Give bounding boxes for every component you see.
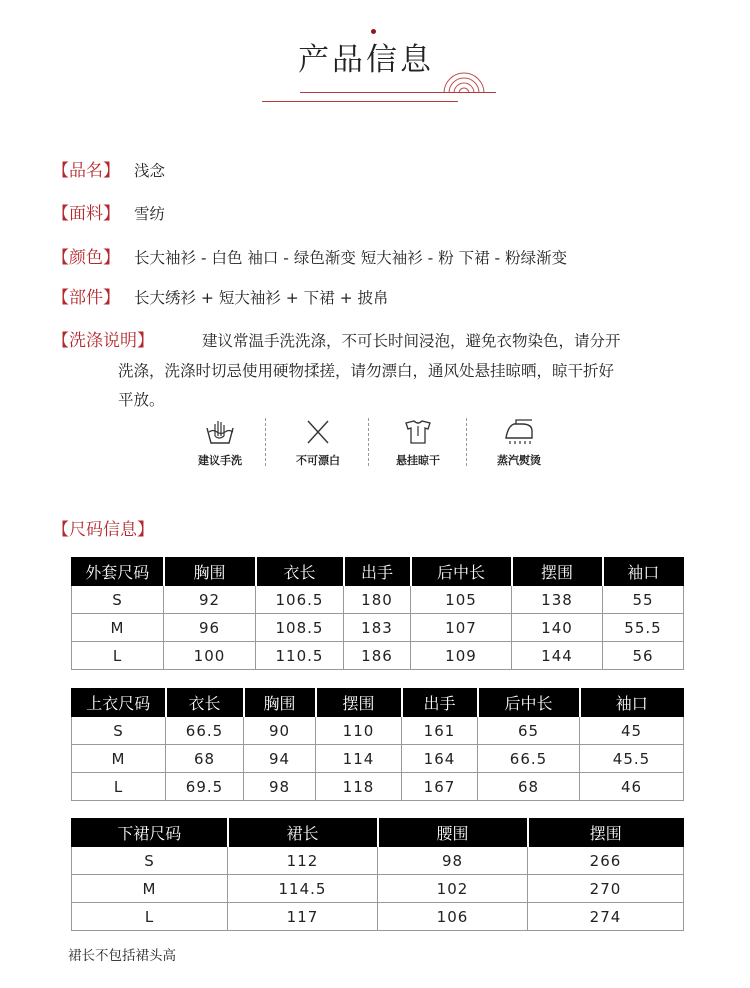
table-row <box>72 847 684 875</box>
table-cell: 114.5 <box>228 875 378 903</box>
table-cell: 164 <box>402 745 478 773</box>
care-separator <box>368 418 369 466</box>
table-cell: 98 <box>244 773 316 801</box>
table-cell: 45.5 <box>580 745 684 773</box>
info-label: 【面料】 <box>52 204 120 224</box>
care-label: 悬挂晾干 <box>396 454 440 467</box>
table-header-cell: 胸围 <box>244 689 316 717</box>
table-cell: 100 <box>164 642 256 670</box>
care-label: 蒸汽熨烫 <box>497 454 541 467</box>
table-cell: M <box>72 614 164 642</box>
table-cell: 98 <box>378 847 528 875</box>
info-row-parts <box>52 287 389 309</box>
table-cell: S <box>72 717 166 745</box>
table-cell: M <box>72 875 228 903</box>
table-row <box>72 875 684 903</box>
table-cell: 92 <box>164 586 256 614</box>
info-value: 长大绣衫 + 短大袖衫 + 下裙 + 披帛 <box>134 289 389 307</box>
table-cell: 68 <box>478 773 580 801</box>
care-item-steam-iron <box>479 418 559 468</box>
table-cell: 270 <box>528 875 684 903</box>
table-header-cell: 后中长 <box>411 558 512 586</box>
table-row <box>72 642 684 670</box>
table-cell: 105 <box>411 586 512 614</box>
table-cell: 66.5 <box>478 745 580 773</box>
care-separator <box>466 418 467 466</box>
table-cell: 118 <box>316 773 402 801</box>
table-header-cell: 衣长 <box>166 689 244 717</box>
steam-iron-icon <box>502 418 536 446</box>
size-table-top <box>71 688 684 801</box>
info-value: 雪纺 <box>134 205 166 223</box>
wash-text-line1: 建议常温手洗洗涤，不可长时间浸泡，避免衣物染色，请分开 <box>202 332 621 350</box>
table-cell: M <box>72 745 166 773</box>
care-item-hand-wash <box>180 418 260 468</box>
table-header-cell: 出手 <box>344 558 411 586</box>
no-bleach-icon <box>301 418 335 446</box>
table-cell: 144 <box>512 642 603 670</box>
table-header-cell: 下裙尺码 <box>72 819 228 847</box>
table-cell: 107 <box>411 614 512 642</box>
table-cell: 106 <box>378 903 528 931</box>
size-section-title: 【尺码信息】 <box>52 520 154 540</box>
table-header-cell: 摆围 <box>316 689 402 717</box>
table-row <box>72 717 684 745</box>
table-cell: 108.5 <box>256 614 344 642</box>
hand-wash-icon <box>203 418 237 446</box>
table-header-cell: 出手 <box>402 689 478 717</box>
table-cell: 106.5 <box>256 586 344 614</box>
info-value: 长大袖衫 - 白色 袖口 - 绿色渐变 短大袖衫 - 粉 下裙 - 粉绿渐变 <box>134 249 568 267</box>
info-row-color <box>52 247 567 269</box>
table-cell: L <box>72 642 164 670</box>
table-cell: 94 <box>244 745 316 773</box>
table-cell: 274 <box>528 903 684 931</box>
table-cell: 46 <box>580 773 684 801</box>
table-cell: 90 <box>244 717 316 745</box>
table-cell: 110.5 <box>256 642 344 670</box>
table-cell: 140 <box>512 614 603 642</box>
table-header-cell: 袖口 <box>603 558 684 586</box>
table-cell: 138 <box>512 586 603 614</box>
size-table-outerwear <box>71 557 684 670</box>
table-cell: 110 <box>316 717 402 745</box>
table-header-cell: 摆围 <box>528 819 684 847</box>
info-row-fabric <box>52 203 165 225</box>
table-cell: 186 <box>344 642 411 670</box>
table-cell: 102 <box>378 875 528 903</box>
table-header-cell: 裙长 <box>228 819 378 847</box>
table-cell: 68 <box>166 745 244 773</box>
table-cell: L <box>72 773 166 801</box>
table-cell: S <box>72 586 164 614</box>
care-item-no-bleach <box>278 418 358 468</box>
table-cell: 183 <box>344 614 411 642</box>
table-cell: 56 <box>603 642 684 670</box>
wash-text-line3: 平放。 <box>118 391 165 409</box>
table-row <box>72 614 684 642</box>
table-cell: 112 <box>228 847 378 875</box>
wash-text-line2: 洗涤，洗涤时切忌使用硬物揉搓，请勿漂白，通风处悬挂晾晒，晾干折好 <box>118 361 615 380</box>
table-row <box>72 773 684 801</box>
wash-label: 【洗涤说明】 <box>52 331 154 351</box>
table-row <box>72 586 684 614</box>
info-label: 【颜色】 <box>52 248 120 268</box>
table-header-row <box>72 819 684 847</box>
page-title: 产品信息 <box>298 42 434 78</box>
table-header-cell: 胸围 <box>164 558 256 586</box>
table-cell: 55 <box>603 586 684 614</box>
care-item-hang-dry <box>378 418 458 468</box>
table-cell: 66.5 <box>166 717 244 745</box>
table-header-cell: 衣长 <box>256 558 344 586</box>
table-header-cell: 后中长 <box>478 689 580 717</box>
table-cell: 161 <box>402 717 478 745</box>
wash-instructions <box>52 327 672 416</box>
table-cell: 114 <box>316 745 402 773</box>
table-cell: 45 <box>580 717 684 745</box>
care-separator <box>265 418 266 466</box>
table-row <box>72 903 684 931</box>
skirt-length-note: 裙长不包括裙头高 <box>68 948 176 964</box>
size-table-skirt <box>71 818 684 931</box>
table-cell: 69.5 <box>166 773 244 801</box>
care-label: 不可漂白 <box>296 454 340 467</box>
table-header-cell: 摆围 <box>512 558 603 586</box>
header-divider-bottom <box>262 101 458 102</box>
info-label: 【部件】 <box>52 288 120 308</box>
table-cell: 65 <box>478 717 580 745</box>
table-cell: 109 <box>411 642 512 670</box>
table-cell: L <box>72 903 228 931</box>
table-header-row <box>72 689 684 717</box>
table-header-cell: 腰围 <box>378 819 528 847</box>
care-label: 建议手洗 <box>198 454 242 467</box>
header-divider-top <box>300 92 496 93</box>
table-header-row <box>72 558 684 586</box>
info-label: 【品名】 <box>52 161 120 181</box>
hang-dry-icon <box>401 418 435 446</box>
info-value: 浅念 <box>134 162 166 180</box>
table-cell: 117 <box>228 903 378 931</box>
info-row-name <box>52 160 165 182</box>
table-header-cell: 外套尺码 <box>72 558 164 586</box>
table-header-cell: 上衣尺码 <box>72 689 166 717</box>
table-cell: 266 <box>528 847 684 875</box>
table-cell: S <box>72 847 228 875</box>
header-arcs-ornament <box>442 66 486 93</box>
table-cell: 167 <box>402 773 478 801</box>
table-cell: 55.5 <box>603 614 684 642</box>
table-row <box>72 745 684 773</box>
header-dot <box>371 29 376 34</box>
table-cell: 180 <box>344 586 411 614</box>
table-cell: 96 <box>164 614 256 642</box>
table-header-cell: 袖口 <box>580 689 684 717</box>
